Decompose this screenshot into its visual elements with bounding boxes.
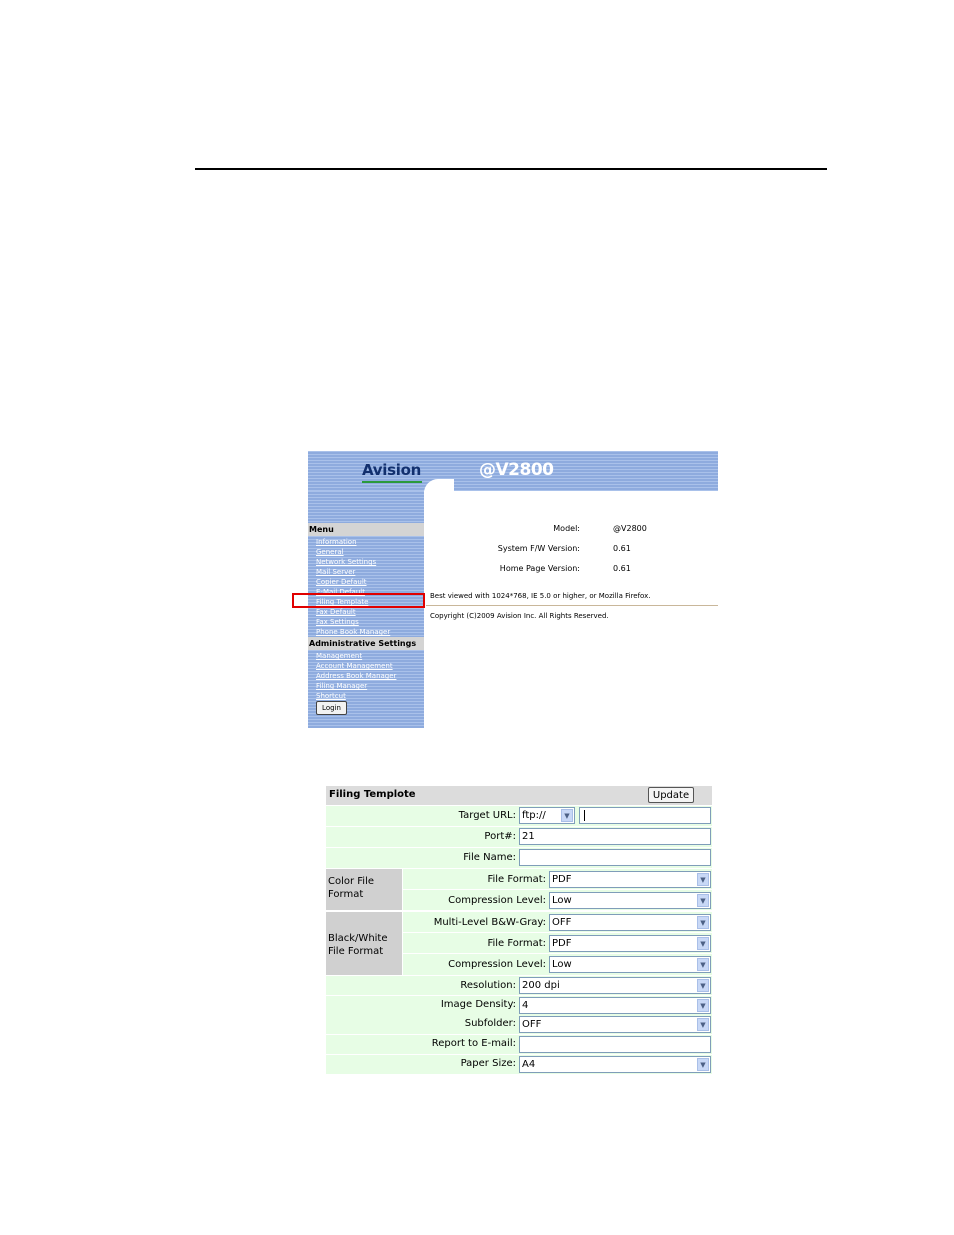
admin-menu-list [316,651,396,701]
target-url-label: Target URL: [458,810,516,821]
bw-multilevel-value: OFF [552,917,572,928]
chevron-down-icon: ▼ [697,873,709,886]
menu-item-network-settings[interactable]: Network Settings [316,558,377,566]
menu-item-filing-manager[interactable]: Filing Manager [316,682,368,690]
model-title: @V2800 [479,460,554,480]
homepage-version-value: 0.61 [613,564,631,573]
model-value: @V2800 [613,524,647,533]
menu-item-fax-settings[interactable]: Fax Settings [316,618,359,626]
port-label: Port#: [484,831,516,842]
resolution-value: 200 dpi [522,980,560,991]
menu-list [316,537,390,637]
image-density-select[interactable] [519,997,711,1014]
content-divider [426,605,718,606]
bw-file-format-label: File Format: [487,938,546,949]
admin-settings-header: Administrative Settings [308,637,424,650]
bw-multilevel-label: Multi-Level B&W-Gray: [433,917,546,928]
menu-item-shortcut[interactable]: Shortcut [316,692,346,700]
avision-logo: Avision [362,461,421,479]
bw-file-format-select[interactable] [549,935,711,952]
resolution-label: Resolution: [460,980,516,991]
menu-item-management[interactable]: Management [316,652,363,660]
chevron-down-icon: ▼ [697,1018,709,1031]
target-url-scheme-value: ftp:// [522,810,546,821]
color-compression-label: Compression Level: [448,895,546,906]
chevron-down-icon: ▼ [561,809,573,822]
homepage-version-label: Home Page Version: [499,564,580,573]
menu-header: Menu [308,523,424,536]
report-email-input[interactable] [519,1036,711,1053]
file-name-label: File Name: [463,852,516,863]
bw-compression-value: Low [552,959,572,970]
chevron-down-icon: ▼ [697,916,709,929]
menu-item-information[interactable]: Information [316,538,357,546]
target-url-scheme-select[interactable] [519,807,575,824]
page-top-rule [195,168,827,170]
chevron-down-icon: ▼ [697,979,709,992]
bw-compression-select[interactable] [549,956,711,973]
port-input[interactable] [519,828,711,845]
menu-item-email-default[interactable]: E-Mail Default [316,588,365,596]
sidebar [308,491,424,728]
model-label: Model: [553,524,580,533]
color-compression-value: Low [552,895,572,906]
port-value: 21 [522,831,535,842]
menu-item-phone-book-manager[interactable]: Phone Book Manager [316,628,391,636]
form-title: Filing Templote [329,789,416,800]
bw-multilevel-select[interactable] [549,914,711,931]
text-cursor [584,810,585,821]
color-file-format-value: PDF [552,874,572,885]
image-density-label: Image Density: [440,999,516,1010]
bw-file-format-group: Black/White File Format [326,912,402,975]
chevron-down-icon: ▼ [697,937,709,950]
menu-item-filing-template[interactable]: Filing Template [316,598,369,606]
report-email-label: Report to E-mail: [431,1038,516,1049]
color-file-format-select[interactable] [549,871,711,888]
paper-size-value: A4 [522,1059,536,1070]
menu-item-account-management[interactable]: Account Management [316,662,393,670]
menu-item-address-book-manager[interactable]: Address Book Manager [316,672,397,680]
paper-size-label: Paper Size: [460,1058,516,1069]
fw-version-value: 0.61 [613,544,631,553]
menu-item-mail-server[interactable]: Mail Server [316,568,356,576]
paper-size-select[interactable] [519,1056,711,1073]
logo-underline [362,481,422,483]
file-name-input[interactable] [519,849,711,866]
menu-item-fax-default[interactable]: Fax Default [316,608,356,616]
filing-template-highlight-box [292,593,425,608]
color-file-format-group: Color File Format [326,869,402,910]
best-viewed-note: Best viewed with 1024*768, IE 5.0 or higher, or Mozilla Firefox. [430,592,651,600]
copyright-text: Copyright (C)2009 Avision Inc. All Rights Reserved. [430,612,609,620]
chevron-down-icon: ▼ [697,894,709,907]
target-url-input[interactable] [579,807,711,824]
subfolder-select[interactable] [519,1016,711,1033]
web-admin-home-screenshot [308,451,718,728]
subfolder-label: Subfolder: [464,1018,516,1029]
menu-item-general[interactable]: General [316,548,344,556]
login-button[interactable]: Login [316,701,347,715]
fw-version-label: System F/W Version: [497,544,580,553]
form-title-bar [326,786,712,805]
chevron-down-icon: ▼ [697,958,709,971]
bw-compression-label: Compression Level: [448,959,546,970]
bw-file-format-value: PDF [552,938,572,949]
resolution-select[interactable] [519,977,711,994]
update-button[interactable]: Update [648,787,694,803]
image-density-value: 4 [522,1000,529,1011]
chevron-down-icon: ▼ [697,999,709,1012]
chevron-down-icon: ▼ [697,1058,709,1071]
color-compression-select[interactable] [549,892,711,909]
color-file-format-label: File Format: [487,874,546,885]
filing-template-form [326,786,712,1074]
subfolder-value: OFF [522,1019,542,1030]
menu-item-copier-default[interactable]: Copier Default [316,578,367,586]
